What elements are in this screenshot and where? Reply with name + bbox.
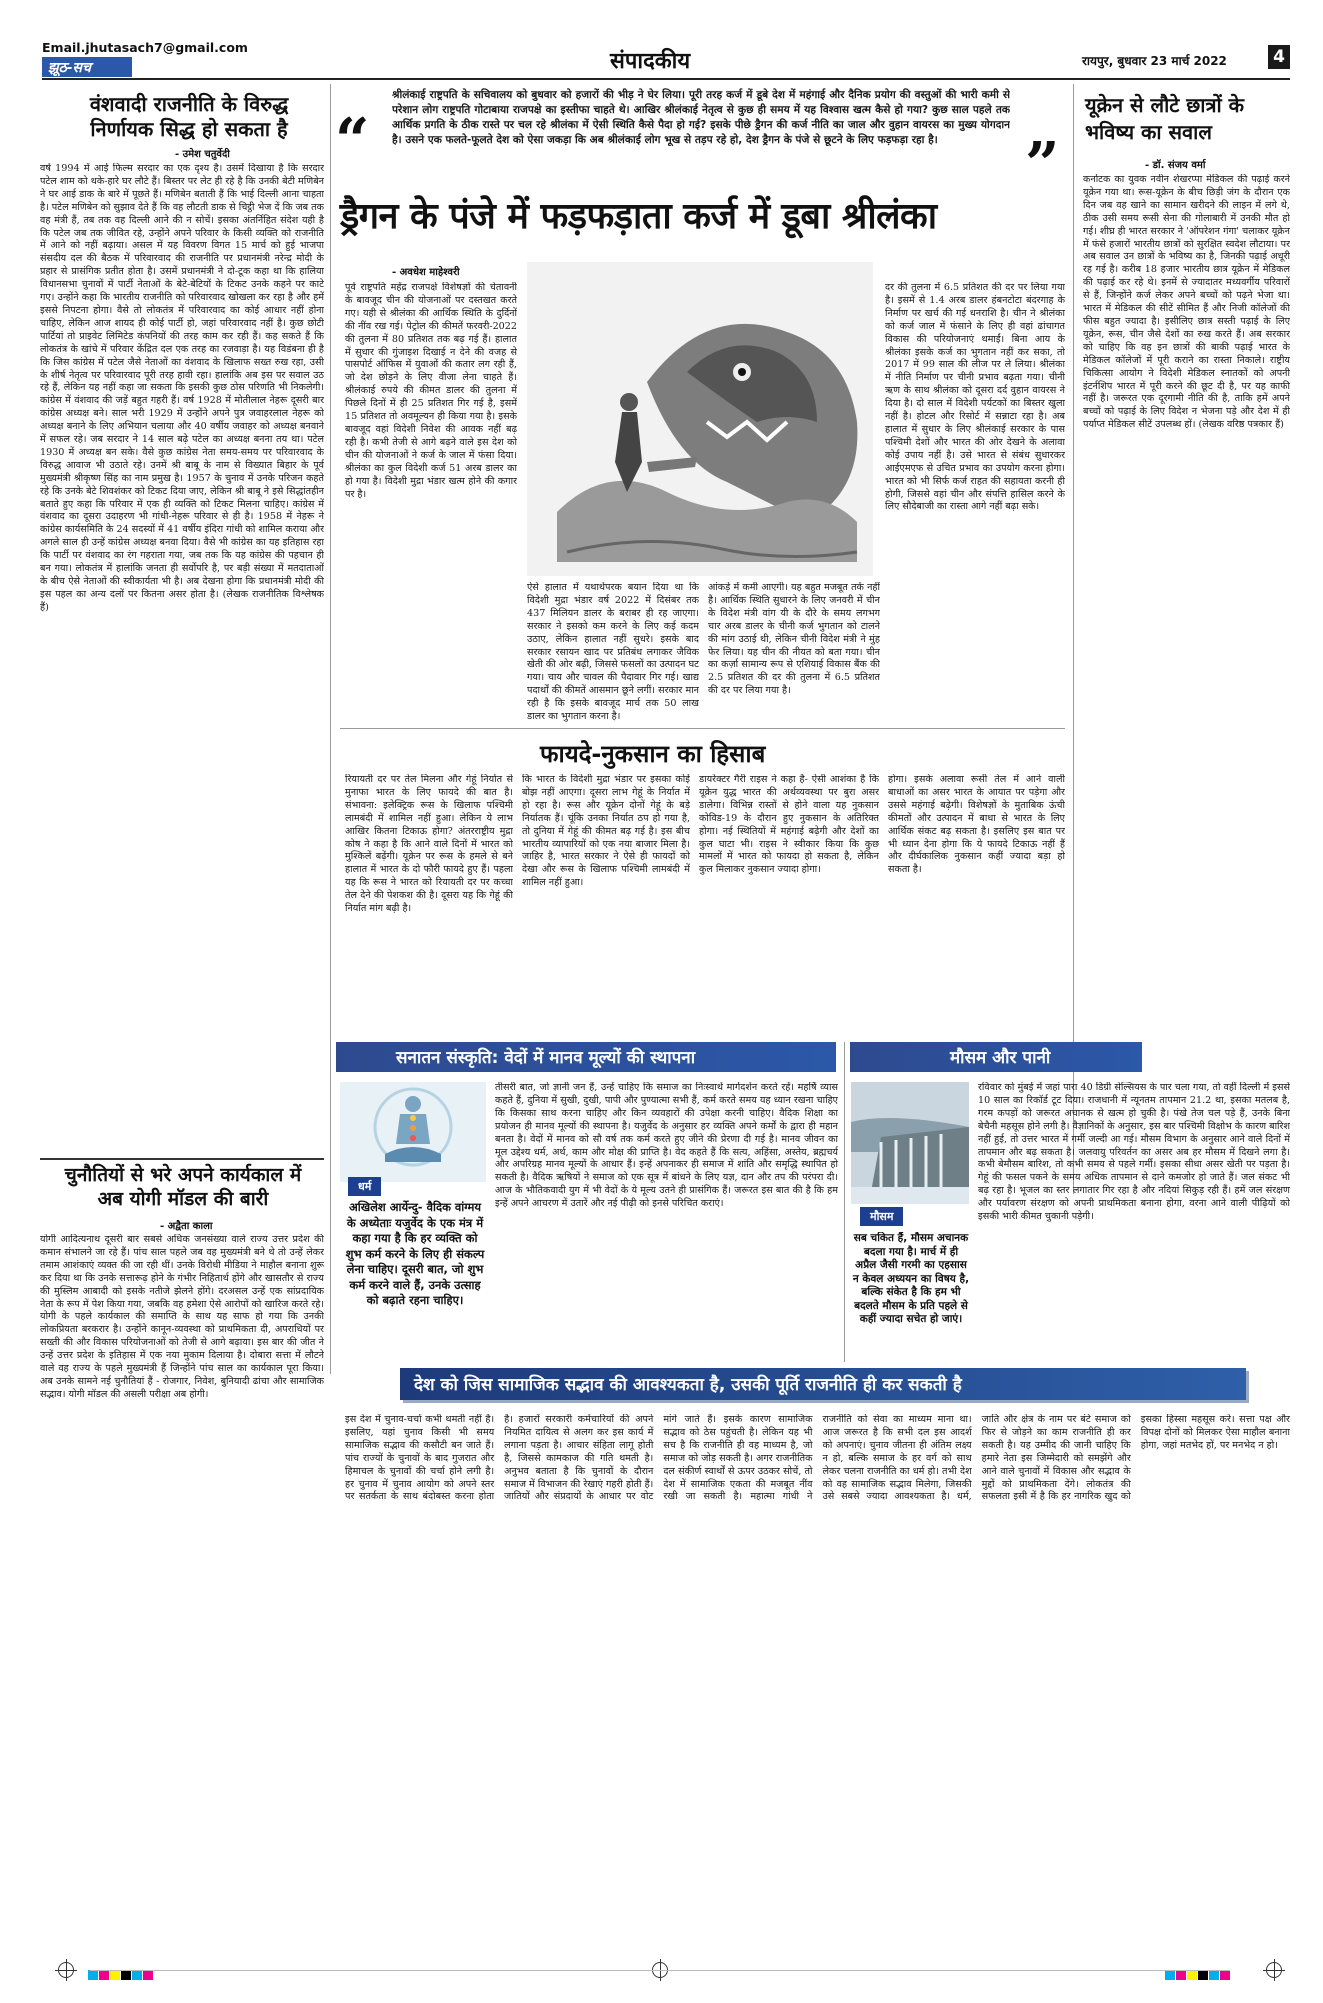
weather-banner — [850, 1042, 1142, 1072]
meditation-illustration — [340, 1082, 486, 1182]
color-bar-right — [1165, 1965, 1231, 1984]
culture-weather-rule — [844, 1042, 845, 1362]
culture-banner-text: सनातन संस्कृति: वेदों में मानव मूल्यों की स्थापना — [396, 1048, 696, 1068]
bottom-banner — [400, 1368, 1246, 1400]
color-bar-left — [88, 1965, 154, 1984]
masthead-section: संपादकीय — [610, 49, 691, 74]
culture-pullquote: अखिलेश आर्येन्दु- वैदिक वांग्मय के अध्येताः यजुर्वेद के एक मंत्र में कहा गया है कि हर व्यक्ति को शुभ कर्म करने के लिए ही संकल्प लेना चाहिए। दूसरी बात, जो शुभ कर्म करने वाले हैं, उनके उत्साह को बढ़ाते रहना चाहिए। — [345, 1200, 485, 1307]
masthead-email: Email.jhutasach7@gmail.com — [42, 40, 248, 55]
left-article1-byline: - उमेश चतुर्वेदी — [175, 149, 230, 160]
culture-banner — [336, 1042, 836, 1072]
weather-banner-text: मौसम और पानी — [950, 1048, 1051, 1068]
open-quote-mark: “ — [335, 106, 370, 176]
right-headline: यूक्रेन से लौटे छात्रों के भविष्य का सवाल — [1085, 93, 1245, 144]
lead-divider — [340, 728, 1065, 729]
right-body: कर्नाटक का युवक नवीन शेखरप्पा मेडिकल की पढ़ाई करने यूक्रेन गया था। रूस-यूक्रेन के बीच छिड़ी जंग के दौरान एक दिन जब वह खाने का सामान खरीदने की लाइन में लगे थे, ठीक उसी समय रूसी सेना की गोलाबारी में उनकी मौत हो गई। शीघ्र ही भारत सरकार ने 'ऑपरेशन गंगा' चलाकर यूक्रेन में फंसे हजारों भारतीय छात्रों को सुरक्षित स्वदेश लौटाया। पर अब सवाल उन छात्रों के भविष्य का है, जिनकी पढ़ाई अधूरी रह गई है। करीब 18 हजार भारतीय छात्र यूक्रेन में मेडिकल की पढ़ाई कर रहे थे। इनमें से ज्यादातर मध्यवर्गीय परिवारों से हैं, जिन्होंने कर्ज लेकर अपने बच्चों को पढ़ने भेजा था। भारत में मेडिकल की सीटें सीमित हैं और निजी कॉलेजों की फीस बहुत ज्यादा है। इसीलिए छात्र सस्ती पढ़ाई के लिए यूक्रेन, रूस, चीन जैसे देशों का रुख करते हैं। अब सरकार को चाहिए कि वह इन छात्रों की बाकी पढ़ाई भारत के मेडिकल कॉलेजों में पूरी कराने का रास्ता निकाले। राष्ट्रीय चिकित्सा आयोग ने विदेशी मेडिकल स्नातकों को अपनी इंटर्नशिप भारत में पूरी करने की छूट दी है, पर यह काफी नहीं है। जरूरत एक दूरगामी नीति की है, ताकि हमें अपने बच्चों को पढ़ाई के लिए विदेश न भेजना पड़े और देश में ही पर्याप्त मेडिकल सीटें उपलब्ध हों। (लेखक वरिष्ठ पत्रकार हैं) — [1083, 174, 1290, 431]
lead-quote: श्रीलंकाई राष्ट्रपति के सचिवालय को बुधवार को हजारों की भीड़ ने घेर लिया। पूरी तरह कर्ज में डूबे देश में महंगाई और दैनिक प्रयोग की वस्तुओं की भारी कमी से परेशान लोग राष्ट्रपति गोटाबाया राजपक्षे का इस्तीफा चाहते थे। आखिर श्रीलंकाई नेतृत्व से कुछ ही समय में यह विश्वास खत्म कैसे हो गया? कुछ साल पहले तक आर्थिक प्रगति के ठीक रास्ते पर चल रहे श्रीलंका में ऐसी स्थिति कैसे पैदा हो गई? इसके पीछे ड्रैगन की कर्ज नीति का जाल और वुहान वायरस का मुख्य योगदान है। उसने एक फलते-फूलते देश को ऐसा जकड़ा कि अब श्रीलंकाई लोग भूख से तड़प रहे हो, देश ड्रैगन के पंजे से छूटने के लिए फड़फड़ा रहा है। — [392, 89, 1010, 146]
left-article2-byline: - अद्वैता काला — [160, 1221, 213, 1232]
right-byline: - डॉ. संजय वर्मा — [1145, 160, 1206, 171]
lead-byline: - अवधेश माहेश्वरी — [392, 267, 460, 278]
lead-subcol2: कि भारत के विदेशी मुद्रा भंडार पर इसका कोई बोझ नहीं आएगा। दूसरा लाभ गेहूं के निर्यात में हो रहा है। रूस और यूक्रेन दोनों गेहूं के बड़े निर्यातक हैं। चूंकि उनका निर्यात ठप हो गया है, तो दुनिया में गेहूं की कीमत बढ़ गई है। इस बीच भारतीय व्यापारियों को एक नया बाजार मिला है। जाहिर है, भारत सरकार ने ऐसे ही फायदों को देखा और रूस के खिलाफ पश्चिमी लामबंदी में शामिल नहीं हुआ। — [522, 774, 690, 889]
left-divider — [40, 1158, 324, 1160]
masthead-rule — [42, 78, 1290, 80]
culture-tag: धर्म — [348, 1177, 381, 1196]
lead-subcol4: होगा। इसके अलावा रूसी तेल में आने वाली बाधाओं का असर भारत के आयात पर पड़ेगा और उससे महंगाई बढ़ेगी। विशेषज्ञों के मुताबिक ऊंची कीमतों और उत्पादन में बाधा से भारत के लिए आर्थिक संकट बढ़ सकता है। इसलिए इस बात पर भी ध्यान देना होगा कि ये फायदे टिकाऊ नहीं हैं और दीर्घकालिक नुकसान कहीं ज्यादा बड़ा हो सकता है। — [888, 774, 1065, 876]
lead-col4: आंकड़े में कमी आएगी। यह बहुत मजबूत तर्क नहीं है। आर्थिक स्थिति सुधारने के लिए जनवरी में चीन के विदेश मंत्री वांग यी के दौरे के समय लगभग चार अरब डालर के चीनी कर्ज भुगतान को टालने की मांग उठाई थी, लेकिन चीनी विदेश मंत्री ने मुंह फेर लिया। यह चीन की नीयत को बता गया। चीन का कर्ज़ा सामान्य रूप से एशियाई विकास बैंक की 2.5 प्रतिशत की दर की तुलना में 6.5 प्रतिशत की दर पर लिया गया है। — [708, 582, 880, 697]
lead-col1: पूर्व राष्ट्रपति महेंद्र राजपक्षे विशेषज्ञों की चेतावनी के बावजूद चीन की योजनाओं पर दस्तखत करते गए। यही से श्रीलंका की आर्थिक स्थिति के दुर्दिनों की नींव रख गई। पेट्रोल की कीमतें फरवरी-2022 की तुलना में 80 प्रतिशत तक बढ़ गई हैं। हालात में सुधार की गुंजाइश दिखाई न देने की वजह से पासपोर्ट ऑफिस में युवाओं की कतार लग रही हैं, जो देश छोड़ने के लिए वीजा लेना चाहते हैं। श्रीलंकाई रुपये की कीमत डालर की तुलना में पिछले दिनों में ही 25 प्रतिशत गिर गई है, इसमें 15 प्रतिशत तो अवमूल्यन ही किया गया है। इसके बावजूद वहां विदेशी निवेश की आवक नहीं बढ़ रही है। कभी तेजी से आगे बढ़ने वाले इस देश को चीन की योजनाओं ने कर्ज के जाल में फंसा दिया। श्रीलंका का कुल विदेशी कर्ज 51 अरब डालर का हो गया है। विदेशी मुद्रा भंडार खत्म होने की कगार पर है। — [345, 282, 517, 500]
column-rule-left — [330, 84, 331, 1374]
lead-headline: ड्रैगन के पंजे में फड़फड़ाता कर्ज में डूबा श्रीलंका — [340, 196, 937, 237]
lead-subcol3: डायरेक्टर गैरी राइस ने कहा है- ऐसी आशंका है कि यूक्रेन युद्ध भारत की अर्थव्यवस्था पर बुरा असर डालेगा। विभिन्न रास्तों से होने वाला यह नुकसान कोविड-19 के दौरान हुए नुकसान के अतिरिक्त होगा। नई स्थितियों में महंगाई बढ़ेगी और देशों का कुल घाटा भी। राइस ने स्वीकार किया कि कुछ मामलों में भारत को फायदा हो सकता है, लेकिन कुल मिलाकर नुकसान ज्यादा होगा। — [699, 774, 879, 876]
page-number: 4 — [1268, 45, 1290, 69]
masthead-dateline: रायपुर, बुधवार 23 मार्च 2022 — [1082, 54, 1227, 68]
left-article1-headline: वंशवादी राजनीति के विरुद्ध निर्णायक सिद्ध हो सकता है — [89, 92, 289, 141]
lead-subheadline: फायदे-नुकसान का हिसाब — [540, 740, 766, 768]
culture-body: तीसरी बात, जो ज्ञानी जन हैं, उन्हें चाहिए कि समाज का निःस्वार्थ मार्गदर्शन करते रहें। महर्षि व्यास कहते हैं, दुनिया में सुखी, दुखी, पापी और पुण्यात्मा सभी हैं, कर्म करते समय यह ध्यान रखना चाहिए कि किसका साथ करना चाहिए और किन व्यवहारों की उपेक्षा करनी चाहिए। वैदिक शिक्षा का प्रयोजन ही मानव मूल्यों की स्थापना है। यजुर्वेद के अनुसार हर व्यक्ति अपने कर्मों के द्वारा ही महान बनता है। वेदों में मानव को सौ वर्ष तक कर्म करते हुए जीने की प्रेरणा दी गई है। मानव जीवन का मूल उद्देश्य धर्म, अर्थ, काम और मोक्ष की प्राप्ति है। वेद कहते हैं कि सत्य, अहिंसा, अस्तेय, ब्रह्मचर्य और अपरिग्रह मानव मूल्यों के आधार हैं। इन्हें अपनाकर ही समाज में शांति और समृद्धि स्थापित हो सकती है। वैदिक ऋषियों ने समाज को एक सूत्र में बांधने के लिए यज्ञ, दान और तप की परंपरा दी। आज के भौतिकवादी युग में भी वेदों के ये मूल्य उतने ही प्रासंगिक हैं। जरूरत इस बात की है कि हम इन्हें अपने आचरण में उतारें और नई पीढ़ी को इनसे परिचित कराएं। — [495, 1082, 838, 1210]
column-rule-right — [1073, 84, 1074, 1194]
logo: झूठ-सच — [48, 60, 91, 76]
bottom-banner-text: देश को जिस सामाजिक सद्भाव की आवश्यकता है, उसकी पूर्ति राजनीति ही कर सकती है — [414, 1375, 962, 1395]
weather-pullquote: सब चकित हैं, मौसम अचानक बदला गया है। मार्च में ही अप्रैल जैसी गरमी का एहसास न केवल अध्ययन का विषय है, बल्कि संकेत है कि हम भी बदलते मौसम के प्रति पहले से कहीं ज्यादा सचेत हो जाएं। — [852, 1232, 970, 1325]
bottom-body: इस देश में चुनाव-चर्चा कभी थमती नहीं है। इसलिए, यहां चुनाव किसी भी समय सामाजिक सद्भाव की कसौटी बन जाते हैं। पांच राज्यों के चुनावों के बाद गुजरात और हिमाचल के चुनावों की चर्चा होने लगी है। हर चुनाव में चुनाव आयोग को अपने स्तर पर सतर्कता के साथ बंदोबस्त करना होता है। हजारों सरकारी कर्मचारियों की अपने नियमित दायित्व से अलग कर इस कार्य में लगाना पड़ता है। आचार संहिता लागू होती है, जिससे कामकाज की गति थमती है। अनुभव बताता है कि चुनावों के दौरान समाज में विभाजन की रेखाएं गहरी होती हैं। जातियों और संप्रदायों के आधार पर वोट मांगे जाते हैं। इसके कारण सामाजिक सद्भाव को ठेस पहुंचती है। लेकिन यह भी सच है कि राजनीति ही वह माध्यम है, जो समाज को जोड़ सकती है। अगर राजनीतिक दल संकीर्ण स्वार्थों से ऊपर उठकर सोचें, तो देश में सामाजिक एकता की मजबूत नींव रखी जा सकती है। महात्मा गांधी ने राजनीति को सेवा का माध्यम माना था। आज जरूरत है कि सभी दल इस आदर्श को अपनाएं। चुनाव जीतना ही अंतिम लक्ष्य न हो, बल्कि समाज के हर वर्ग को साथ लेकर चलना राजनीति का धर्म हो। तभी देश को वह सामाजिक सद्भाव मिलेगा, जिसकी उसे सबसे ज्यादा आवश्यकता है। धर्म, जाति और क्षेत्र के नाम पर बंटे समाज को फिर से जोड़ने का काम राजनीति ही कर सकती है। यह उम्मीद की जानी चाहिए कि हमारे नेता इस जिम्मेदारी को समझेंगे और आने वाले चुनावों में विकास और सद्भाव के मुद्दों को प्राथमिकता देंगे। लोकतंत्र की सफलता इसी में है कि हर नागरिक खुद को इसका हिस्सा महसूस करे। सत्ता पक्ष और विपक्ष दोनों को मिलकर ऐसा माहौल बनाना होगा, जहां मतभेद हों, पर मनभेद न हो। — [345, 1414, 1290, 1503]
lead-col5: दर की तुलना में 6.5 प्रतिशत की दर पर लिया गया है। इसमें से 1.4 अरब डालर हंबनटोटा बंदरगाह के निर्माण पर खर्च की गई धनराशि है। चीन ने श्रीलंका को कर्ज जाल में फंसाने के लिए ही वहां ढांचागत विकास की परियोजनाएं थमाईं। बिना आय के श्रीलंका इसके कर्ज का भुगतान नहीं कर सका, तो 2017 में 99 साल की लीज पर ले लिया। श्रीलंका में नीति निर्माण पर चीनी प्रभाव बढ़ता गया। चीनी ऋण के साथ श्रीलंका को दूसरा दर्द वुहान वायरस ने दिया है। दो साल में विदेशी पर्यटकों का बिस्तर खुला नहीं है। होटल और रिसोर्ट में सन्नाटा रहा है। अब हालात में सुधार के लिए श्रीलंकाई सरकार के पास पश्चिमी देशों और भारत की ओर देखने के अलावा कोई उपाय नहीं है। उसे भारत से संबंध सुधारकर आईएमएफ से उचित प्रभाव का उपयोग करना होगा। भारत को भी सिर्फ कर्ज राहत की सहायता करनी ही होगी, जिससे वहां चीन और संपत्ति हासिल करने के लिए सौदेबाजी का रास्ता आगे नहीं बढ़ा सके। — [885, 282, 1065, 513]
weather-tag: मौसम — [860, 1207, 903, 1226]
dragon-illustration — [527, 262, 873, 576]
close-quote-mark: ” — [1025, 130, 1060, 200]
left-article2-body: योगी आदित्यनाथ दूसरी बार सबसे अधिक जनसंख्या वाले राज्य उत्तर प्रदेश की कमान संभालने जा रहे हैं। पांच साल पहले जब वह मुख्यमंत्री बने थे तो उन्हें लेकर तमाम आशंकाएं व्यक्त की जा रही थीं। उनके विरोधी मीडिया ने माहौल बनाना शुरू कर दिया था कि उनके सत्तारूढ़ होने के गंभीर निहितार्थ होंगे और खासतौर से राज्य की मुस्लिम आबादी को इसके नतीजे झेलने होंगे। दरअसल उन्हें एक सांप्रदायिक नेता के रूप में पेश किया गया, जबकि वह हमेशा ऐसे आरोपों को खारिज करते रहे। योगी के पहले कार्यकाल की समाप्ति के साथ यह साफ हो गया कि उनकी लोकप्रियता बरकरार है। उन्होंने कानून-व्यवस्था को प्राथमिकता दी, अपराधियों पर सख्ती की और विकास परियोजनाओं को तेजी से आगे बढ़ाया। इस बार की जीत ने उन्हें उत्तर प्रदेश के इतिहास में एक नया मुकाम दिलाया है। दोबारा सत्ता में लौटने वाले वह राज्य के पहले मुख्यमंत्री हैं जिन्होंने पांच साल का कार्यकाल पूरा किया। अब उनके सामने नई चुनौतियां हैं - रोजगार, निवेश, बुनियादी ढांचा और सामाजिक सद्भाव। योगी मॉडल की असली परीक्षा अब होगी। — [40, 1234, 324, 1400]
weather-body: रविवार को मुंबई में जहां पारा 40 डिग्री सेल्सियस के पार चला गया, तो वहीं दिल्ली में इससे 10 साल का रिकॉर्ड टूट दिया। राजधानी में न्यूनतम तापमान 21.2 था, इसका मतलब है, गरम कपड़ों को जरूरत अचानक से खत्म हो चुकी है। पंखे तेज चल पड़े हैं, उनके बिना बेचैनी महसूस होने लगी है। वैज्ञानिकों के अनुसार, इस बार पश्चिमी विक्षोभ के कारण बारिश नहीं हुई, तो उत्तर भारत में गर्मी जल्दी आ गई। मौसम विभाग के अनुसार आने वाले दिनों में तापमान और बढ़ सकता है। जलवायु परिवर्तन का असर अब हर मौसम में दिखने लगा है। कभी बेमौसम बारिश, तो कभी समय से पहले गर्मी। इसका सीधा असर खेती पर पड़ता है। गेहूं की फसल पकने के समय अधिक तापमान से दाने कमजोर हो जाते हैं। जल संकट भी बढ़ रहा है। भूजल का स्तर लगातार गिर रहा है और नदियां सिकुड़ रही हैं। हमें जल संरक्षण और पर्यावरण संरक्षण को अपनी प्राथमिकता बनाना होगा, वरना आने वाली पीढ़ियों को इसकी भारी कीमत चुकानी पड़ेगी। — [978, 1082, 1290, 1223]
lead-subcol1: रियायती दर पर तेल मिलना और गेहूं निर्यात से मुनाफा भारत के लिए फायदे की बात है। संभावना: इलेक्ट्रिक रूस के खिलाफ पश्चिमी लामबंदी में शामिल नहीं हुआ। लेकिन ये लाभ आखिर कितना टिकाऊ होगा? अंतरराष्ट्रीय मुद्रा कोष ने कहा है कि आने वाले दिनों में भारत को मुश्किलें बढ़ेंगी। यूक्रेन पर रूस के हमले से बने हालात में भारत के दो फौरी फायदे हुए हैं। पहला यह कि रूस ने भारत को रियायती दर पर कच्चा तेल देने की पेशकश की है। दूसरा यह कि गेहूं की निर्यात मांग बढ़ी है। — [345, 774, 513, 915]
footer-rule — [90, 1970, 1230, 1971]
lead-col3: ऐसे हालात में यथार्थपरक बयान दिया था कि विदेशी मुद्रा भंडार वर्ष 2022 में दिसंबर तक 437 मिलियन डालर के बराबर ही रह जाएगा। सरकार ने इसको कम करने के लिए कई कदम उठाए, लेकिन हालात नहीं सुधरे। इसके बाद सरकार रसायन खाद पर प्रतिबंध लगाकर जैविक खेती की ओर बढ़ी, जिससे फसलों का उत्पादन घट गया। चाय और चावल की पैदावार गिर गई। खाद्य पदार्थों की कीमतें आसमान छूने लगीं। सरकार मान रही है कि इसके बावजूद मार्च तक 50 लाख डालर का भुगतान करना है। — [527, 582, 699, 722]
registration-mark-left — [58, 1962, 74, 1978]
registration-mark-right — [1266, 1962, 1282, 1978]
dam-illustration — [851, 1082, 969, 1204]
left-article1-body: वर्ष 1994 में आई फिल्म सरदार का एक दृश्य है। उसमें दिखाया है कि सरदार पटेल शाम को थके-हारे घर लौटे हैं। बिस्तर पर लेट ही रहे है कि उनकी बेटी मणिबेन ने घर आई डाक के बारे में पूछते हैं। मणिबेन बताती हैं कि भाई दिल्ली आना चाहता है। पटेल मणिबेन को सुझाव देते हैं कि वह लौटती डाक से चिट्ठी भेज दें कि जब तक वह मंत्री हैं, तब तक वह दिल्ली आने की न सोचें। इसका अंतर्निहित संदेश यही है कि पटेल जब तक जीवित रहे, उन्होंने अपने परिवार के किसी व्यक्ति को राजनीति में आने को नहीं बढ़ाया। असल में यह विवरण विगत 15 मार्च को हुई भाजपा संसदीय दल की बैठक में परिवारवाद की राजनीति पर प्रधानमंत्री नरेन्द्र मोदी के प्रहार से प्रासंगिक प्रतीत होता है। उसमें प्रधानमंत्री ने दो-टूक कहा था कि हालिया विधानसभा चुनावों में पार्टी नेताओं के बेटे-बेटियों के टिकट उनके कहने पर काटे गए। उन्होंने कहा कि भारतीय राजनीति को परिवारवाद खोखला कर रहा है और हमें इससे निपटना होगा। वैसे तो लोकतंत्र में परिवारवाद का कोई आधार नहीं होना चाहिए, लेकिन आज शायद ही कोई पार्टी हो, जहां परिवारवाद नहीं है। कुछ छोटी पार्टियां तो प्राइवेट लिमिटेड कंपनियों की तरह काम कर रही हैं। कह सकते हैं कि लोकतंत्र के खांचे में परिवार केंद्रित दल एक तरह का रजवाड़ा है। यह विडंबना ही है कि जिस कांग्रेस में पटेल जैसे नेताओं का वंशवाद के खिलाफ सख्त रुख रहा, उसी के शीर्ष नेतृत्व पर परिवारवाद पूरी तरह हावी रहा। हालांकि अब इस पर सवाल उठ रहे हैं, लेकिन यह नहीं कहा जा सकता कि इसकी कुछ ठोस परिणति भी निकलेगी। कांग्रेस में वंशवाद की जड़ें बहुत गहरी हैं। वर्ष 1928 में मोतीलाल नेहरू दूसरी बार कांग्रेस अध्यक्ष बने। साल भरी 1929 में उन्होंने अपने पुत्र जवाहरलाल नेहरू को अध्यक्ष बनाने के लिए अभियान चलाया और 40 वर्षीय जवाहर को अध्यक्ष बनवाने में सफल रहे। जब सरदार ने 14 साल बढ़े पटेल का अध्यक्ष बनना तय था। पटेल 1930 में अध्यक्ष बन सके। वैसे कुछ कांग्रेस नेता समय-समय पर परिवारवाद के विरुद्ध आवाज भी उठाते रहे। उनमें श्री बाबू के नाम से विख्यात बिहार के पूर्व मुख्यमंत्री श्रीकृष्ण सिंह का नाम प्रमुख है। 1957 के चुनाव में उनके परिजन कहते रहे कि उनके बेटे शिवशंकर को टिकट दिया जाए, लेकिन श्री बाबू ने इसे सिद्धांतहीन बताते हुए कहा कि परिवार में एक ही व्यक्ति को टिकट मिलना चाहिए। कांग्रेस में वंशवाद का दूसरा उदाहरण भी गांधी-नेहरू परिवार से ही है। 1958 में नेहरू ने कांग्रेस कार्यसमिति के 24 सदस्यों में 41 वर्षीय इंदिरा गांधी को शामिल कराया और अगले साल ही उन्हें कांग्रेस अध्यक्ष बनवा दिया। वैसे भी कांग्रेस का यह इतिहास रहा कि पार्टी पर वंशवाद का रंग गहराता गया, जब तक कि यह कांग्रेस की पहचान ही बन गया। लोकतंत्र में हालांकि जनता ही सर्वोपरि है, पर बड़ी संख्या में मतदाताओं के बीच ऐसे नेताओं की स्वीकार्यता भी है। अब देखना होगा कि प्रधानमंत्री मोदी की इस पहल का अन्य दलों पर कितना असर होता है। (लेखक राजनीतिक विश्लेषक हैं) — [40, 163, 324, 613]
left-article2-headline: चुनौतियों से भरे अपने कार्यकाल में अब योगी मॉडल की बारी — [64, 1164, 302, 1210]
